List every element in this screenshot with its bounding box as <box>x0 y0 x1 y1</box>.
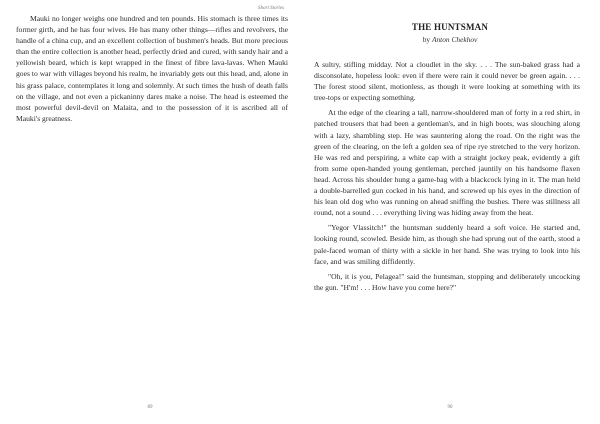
paragraph: A sultry, stifling midday. Not a cloudlet in the sky. . . . The sun-baked grass had a disconsolate, hopeless look: even if there were rain it could never be green again. . . . The forest stood silent, motionless, as though it were looking at something with its tree-tops or expecting something. <box>314 60 580 103</box>
paragraph: Mauki no longer weighs one hundred and ten pounds. His stomach is three times its former girth, and he has four wives. He has many other things—rifles and revolvers, the handle of a china cup, and an excellent collection of bushmen's heads. But more precious than the entire collection is another head, perfectly dried and cured, with sandy hair and a yellowish beard, which is kept wrapped in the finest of fibre lava-lavas. When Mauki goes to war with villages beyond his realm, he invariably gets out this head, and, alone in his grass palace, contemplates it long and solemnly. At such times the hush of death falls on the village, and not even a pickaninny dares make a noise. The head is esteemed the most powerful devil-devil on Malaita, and to the possession of it is ascribed all of Mauki's greatness. <box>16 14 288 123</box>
story-title: THE HUNTSMAN <box>411 22 489 32</box>
paragraph: At the edge of the clearing a tall, narrow-shouldered man of forty in a red shirt, in patched trousers that had been a gentleman's, and in high boots, was slouching along with a lazy, shambling step. He was sauntering along the road. On the right was the green of the clearing, on the left a golden sea of ripe rye stretched to the very horizon. He was red and perspiring, a white cap with a straight jockey peak, evidently a gift from some open-handed young gentleman, perched jauntily on his handsome flaxen head. Across his shoulder hung a game-bag with a blackcock lying in it. The man held a double-barrelled gun cocked in his hand, and screwed up his eyes in the direction of his lean old dog who was running on ahead sniffing the bushes. There was stillness all round, not a sound . . . everything living was hiding away from the heat. <box>314 108 580 218</box>
running-head: Short Stories <box>258 6 284 11</box>
paragraph: "Oh, it is you, Pelagea!" said the huntsman, stopping and deliberately uncocking the gun. "H'm! . . . How have you come here?" <box>314 271 580 292</box>
author-name: Anton Chekhov <box>431 35 478 44</box>
right-page-text <box>314 59 580 297</box>
byline-prefix: by <box>422 35 431 44</box>
paragraph: "Yegor Vlassitch!" the huntsman suddenly heard a soft voice. He started and, looking round, scowled. Beside him, as though she had sprung out of the earth, stood a pale-faced woman of thirty with a sickle in her hand. She was trying to look into his face, and was smiling diffidently. <box>314 223 580 266</box>
left-page-text <box>16 13 288 128</box>
story-byline <box>300 35 600 44</box>
page-number-left: 89 <box>147 405 153 410</box>
page-number-right: 90 <box>447 405 453 410</box>
